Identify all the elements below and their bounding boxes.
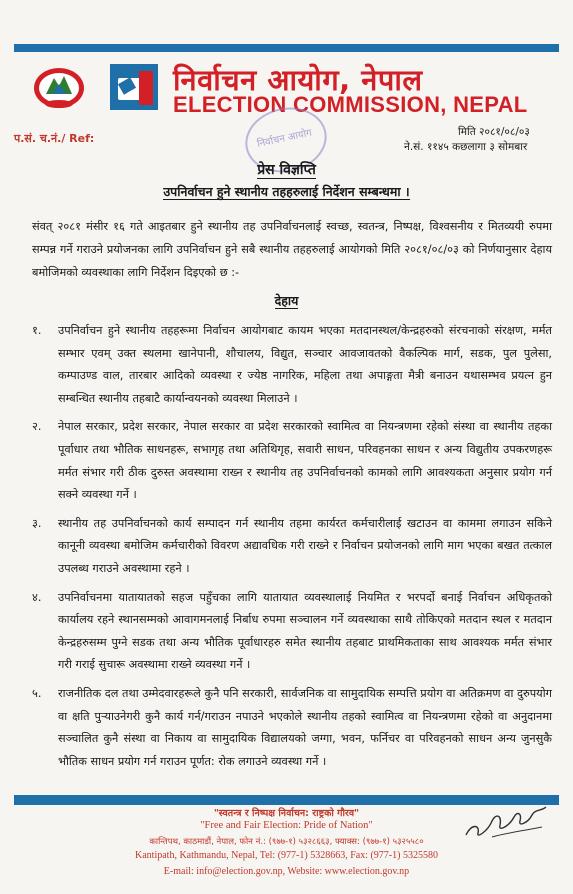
intro-paragraph: संवत् २०८१ मंसीर १६ गते आइतबार हुने स्थानीय तह उपनिर्वाचनलाई स्वच्छ, स्वतन्त्र, निष्पक्ष, विश्वसनीय र मितव्ययी रुपमा सम्पन्न गर्ने गराउने प्रयोजनका लागि उपनिर्वाचन हुने सबै स्थानीय तहहरुलाई आयोगको मिति २०८१/०८/०३ को निर्णयानुसार देहाय बमोजिमको व्यवस्थाका लागि निर्देशन दिइएको छ :-	[32, 220, 552, 279]
press-release-title	[0, 160, 573, 179]
list-item-text: नेपाल सरकार, प्रदेश सरकार, नेपाल सरकार वा प्रदेश सरकारको स्वामित्व वा नियन्त्रणमा रहेको संस्था वा स्थानीय तहका पूर्वाधार तथा भौतिक साधनहरू, सभागृह तथा अतिथिगृह, सवारी साधन, परिवहनका साधन र अन्य विद्युतीय उपकरणहरू मर्मत संभार गरी ठीक दुरुस्त अवस्थामा राख्न र स्थानीय तह उपनिर्वाचनको कामको लागि आवश्यकता अनुसार प्रयोग गर्न सक्ने व्यवस्था गर्ने ।	[58, 420, 552, 502]
org-name-english: ELECTION COMMISSION, NEPAL	[173, 92, 528, 117]
list-item-text: उपनिर्वाचनमा यातायातको सहज पहुँचका लागि यातायात व्यवस्थालाई नियमित र भरपर्दो बनाई निर्वाचन अधिकृतको कार्यालय रहने स्थानसम्मको आवागमनलाई निर्बाध रुपमा सञ्चालन गर्ने व्यवस्थाका साथै तोकिएको मतदान स्थल र मतदान केन्द्रहरुसम्म पुग्ने सडक तथा अन्य भौतिक पूर्वाधारहरु समेत स्थानीय तहबाट प्राथमिकताका साथ आवश्यक मर्मत संभार गरी गराई सुचारू अवस्थामा राख्ने व्यवस्था गर्ने ।	[58, 590, 552, 672]
date-nepali: मिति २०८१/०८/०३	[458, 126, 530, 138]
footer-address-english: Kantipath, Kathmandu, Nepal, Tel: (977-1) 5328663, Fax: (977-1) 5325580	[135, 850, 438, 861]
footer-address-nepali: कान्तिपथ, काठमाडौं, नेपाल, फोन नं.: (९७७-१) ५३२८६६३, फ्याक्स: (९७७-१) ५३२५५८०	[149, 837, 424, 847]
list-item	[32, 683, 552, 773]
press-release-title-text: प्रेस विज्ञप्ति	[257, 162, 316, 178]
section-heading-text: देहाय	[274, 293, 299, 308]
list-item-number: ३.	[32, 516, 42, 530]
list-item-number: ५.	[32, 686, 42, 700]
list-item	[32, 513, 552, 581]
list-item	[32, 320, 552, 410]
list-item-number: १.	[32, 324, 42, 337]
top-blue-band	[14, 44, 559, 52]
election-commission-logo	[110, 64, 158, 110]
footer-slogan-nepali: "स्वतन्त्र र निष्पक्ष निर्वाचन: राष्ट्रको गौरव"	[213, 808, 360, 819]
list-item	[32, 416, 552, 506]
list-item	[32, 587, 552, 677]
org-name-nepali: निर्वाचन आयोग, नेपाल	[173, 63, 423, 97]
list-item-text: उपनिर्वाचन हुने स्थानीय तहहरूमा निर्वाचन आयोगबाट कायम भएका मतदानस्थल/केन्द्रहरुको संरचनाको संरक्षण, मर्मत सम्भार एवम् उक्त स्थलमा खानेपानी, शौचालय, विद्युत, सञ्चार आवजावतको वैकल्पिक मार्ग, सडक, पुल पुलेसा, कम्पाउण्ड वाल, तारबार आदिको व्यवस्था र ज्येष्ठ नागरिक, महिला तथा अपाङ्गता मैत्री बनाउन यथासम्भव प्रयत्न हुन सम्बन्धित स्थानीय तहबाटै कार्यान्वयनको व्यवस्था मिलाउने ।	[58, 324, 552, 405]
footer-contact: E-mail: info@election.gov.np, Website: www.election.gov.np	[163, 866, 410, 877]
logo-red-bar	[139, 71, 153, 105]
press-release-subject	[0, 183, 573, 200]
signature-icon	[462, 795, 550, 845]
reference-label: प.सं. च.नं./ Ref:	[14, 132, 95, 145]
list-item-number: ४.	[32, 590, 42, 604]
list-item-text: स्थानीय तह उपनिर्वाचनको कार्य सम्पादन गर्न स्थानीय तहमा कार्यरत कर्मचारीलाई खटाउन वा काममा लगाउन सकिने कानूनी व्यवस्था बमोजिम कर्मचारीको विवरण अद्यावधिक गरी राख्ने र निर्वाचन प्रयोजनको लागि माग भएका बखत तत्काल उपलब्ध गराउने अवस्थामा रहने ।	[58, 516, 552, 575]
stamp-text: निर्वाचन आयोग	[256, 127, 313, 150]
section-heading	[0, 292, 573, 309]
directive-list	[32, 320, 552, 779]
nepal-emblem-icon	[32, 64, 86, 110]
date-nepal-sambat: ने.सं. ११४५ कछलागा ३ सोमबार	[404, 141, 528, 153]
list-item-text: राजनीतिक दल तथा उम्मेदवारहरूले कुनै पनि सरकारी, सार्वजनिक वा सामुदायिक सम्पत्ति प्रयोग वा अतिक्रमण वा दुरुपयोग वा क्षति पुऱ्याउनेगरी कुनै कार्य गर्न/गराउन नपाउने भएकोले स्थानीय तहको स्वामित्व वा नियन्त्रणमा रहेको वा अनुदानमा सञ्चालित कुनै संस्था वा निकाय वा सामुदायिक विद्यालयको जग्गा, भवन, फर्निचर वा परिवहनको साधन अन्य जुनसुकै भौतिक साधन प्रयोग गर्न गराउन पूर्णत: रोक लगाउने व्यवस्था गर्ने ।	[58, 686, 552, 768]
footer-slogan-english: "Free and Fair Election: Pride of Nation"	[200, 820, 373, 831]
press-release-subject-text: उपनिर्वाचन हुने स्थानीय तहहरुलाई निर्देशन सम्बन्धमा ।	[163, 184, 410, 199]
list-item-number: २.	[32, 420, 42, 434]
